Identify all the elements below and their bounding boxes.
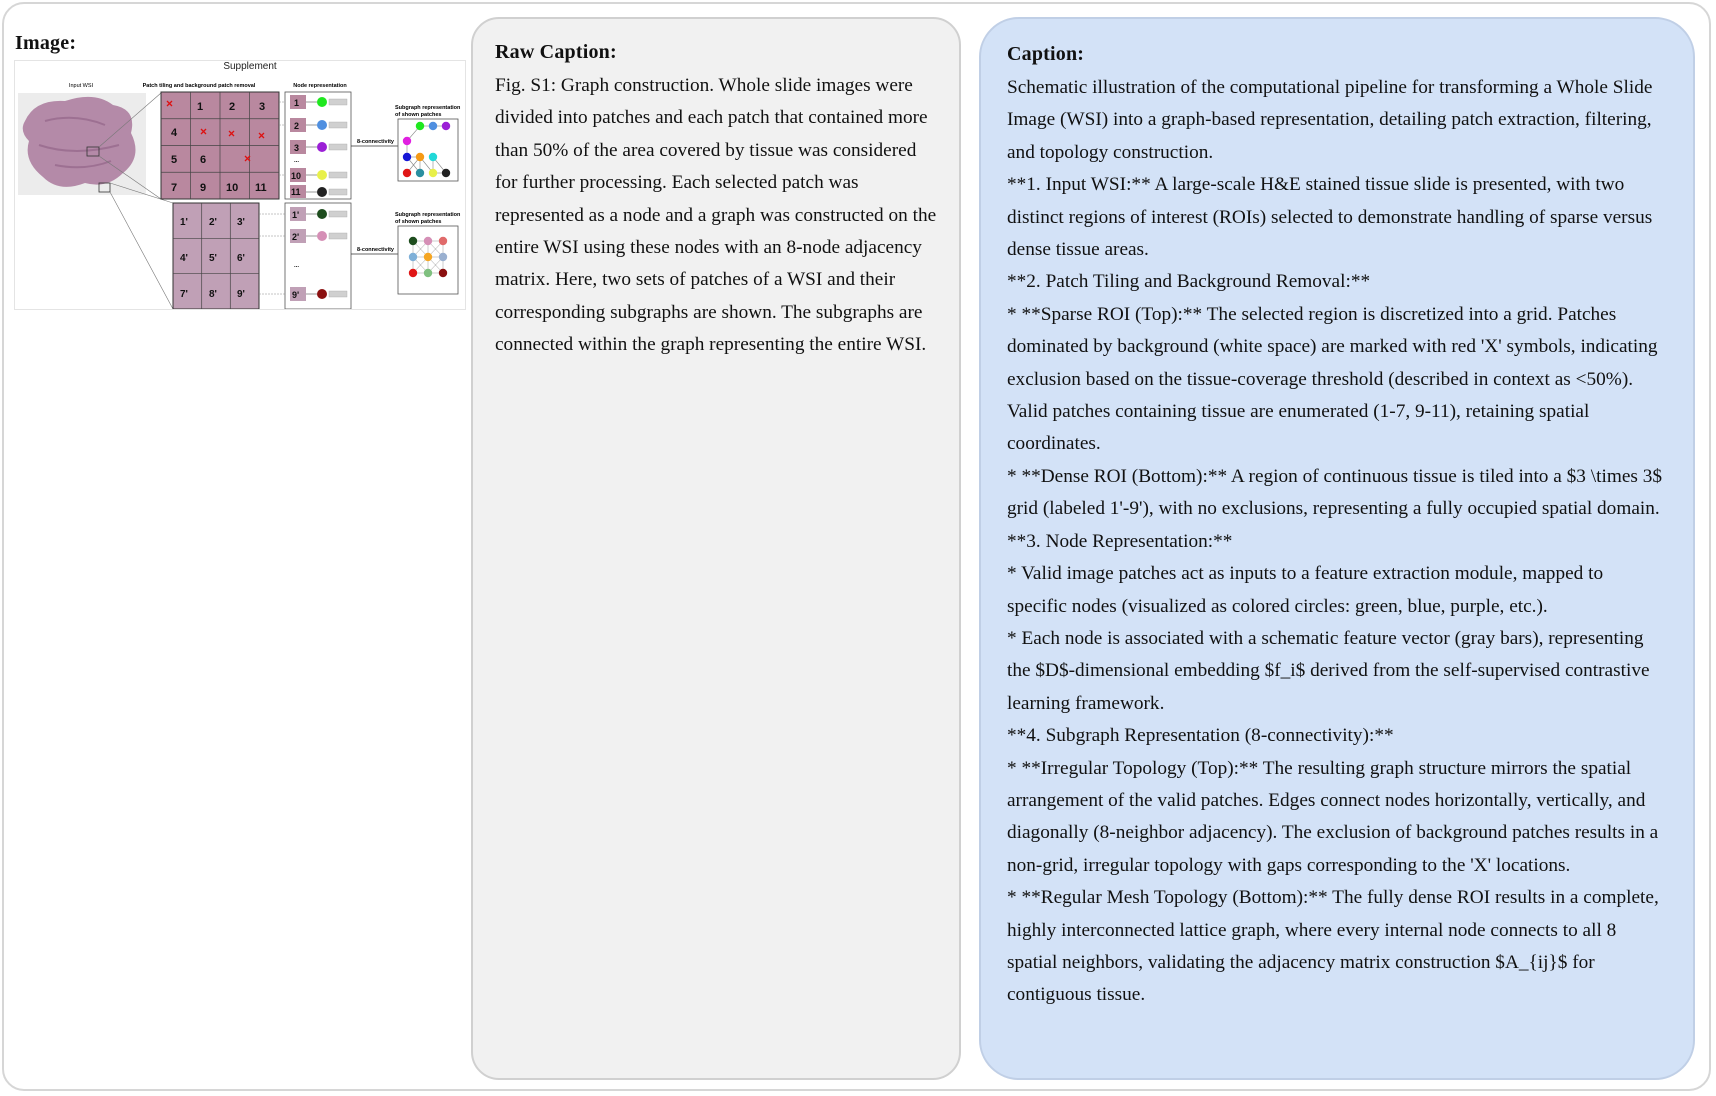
bottom-grid-num: 5' (209, 253, 217, 264)
top-grid-num: 7 (171, 182, 178, 194)
node-black (317, 187, 327, 197)
fig-connectivity-top: 8-connectivity (357, 139, 394, 145)
bottom-grid-num: 7' (180, 289, 188, 300)
caption-paragraph: **4. Subgraph Representation (8-connectivity):** (1007, 725, 1394, 747)
top-grid-num: 6 (200, 154, 207, 166)
bottom-node-label: 9' (292, 290, 300, 300)
node-darkgreen (317, 209, 327, 219)
caption-paragraph: **1. Input WSI:** A large-scale H&E stained tissue slide is presented, with two distinct regions of interest (ROIs) selected to demonstrate handling of sparse versus dense tissue areas. (1007, 174, 1653, 261)
figure-svg (15, 61, 465, 309)
bottom-grid-num: 4' (180, 253, 188, 264)
caption-paragraph: * **Irregular Topology (Top):** The resulting graph structure mirrors the spatial arrangement of the valid patches. Edges connect nodes horizontally, vertically, and diagonally (8-neighbor adjacency). The exclusion of background patches results in a non-grid, irregular topology with gaps corresponding to the 'X' locations. (1007, 757, 1659, 876)
raw-caption-panel (471, 17, 961, 1080)
bottom-grid-num: 3' (237, 217, 245, 228)
top-node-label: 3 (294, 143, 300, 153)
top-grid-num: 2 (229, 101, 236, 113)
top-grid-num: 10 (226, 182, 239, 194)
fig-input-wsi-label: Input WSI (68, 83, 94, 89)
top-grid-num: 9 (200, 182, 207, 194)
fig-subgraph-label-top-2: of shown patches (395, 112, 442, 118)
caption-paragraph: * Each node is associated with a schematic feature vector (gray bars), representing the $D$-dimensional embedding $f_i$ derived from the self-supervised contrastive learning framework. (1007, 627, 1650, 714)
caption-label: Caption: (1007, 43, 1085, 65)
top-grid-num: 5 (171, 154, 178, 166)
caption-paragraph: Schematic illustration of the computational pipeline for transforming a Whole Slide Image (WSI) into a graph-based representation, detailing patch extraction, filtering, and topology construction. (1007, 77, 1653, 163)
top-node-label: 1 (294, 98, 300, 108)
top-grid-num: 3 (259, 101, 266, 113)
image-label: Image: (15, 32, 77, 54)
bottom-node-label: 1' (292, 210, 300, 220)
wsi-tissue (23, 97, 136, 187)
bottom-grid-num: 8' (209, 289, 217, 300)
caption-panel (979, 17, 1695, 1080)
top-node-ellipsis: ... (294, 158, 300, 164)
image-panel (15, 32, 467, 55)
caption-body (1007, 72, 1667, 1012)
subgraph-bottom-nodes (409, 237, 447, 277)
raw-caption-text: Fig. S1: Graph construction. Whole slide images were divided into patches and each patch that contained more than 50% of the area covered by tissue was considered for further processing. Each selected patch was represented as a node and a graph was constructed on the entire WSI using these nodes with an 8-node adjacency matrix. Here, two sets of patches of a WSI and their corresponding subgraphs are shown. The subgraphs are connected within the graph representing the entire WSI. (495, 75, 937, 356)
top-node-label: 11 (291, 187, 301, 197)
fig-subgraph-label-bottom-1: Subgraph representation (395, 212, 461, 218)
node-darkred (317, 289, 327, 299)
fig-supplement-title: Supplement (223, 61, 277, 72)
node-purple (317, 142, 327, 152)
top-node-label: 2 (294, 121, 300, 131)
fig-patch-tiling-label: Patch tiling and background patch removal (142, 83, 256, 89)
top-grid-num: 11 (255, 182, 267, 194)
top-node-label: 10 (291, 171, 302, 181)
bottom-grid-num: 1' (180, 217, 188, 228)
top-grid-num: 1 (197, 101, 204, 113)
caption-paragraph: * Valid image patches act as inputs to a feature extraction module, mapped to specific nodes (visualized as colored circles: green, blue, purple, etc.). (1007, 563, 1604, 617)
caption-paragraph: * **Dense ROI (Bottom):** A region of continuous tissue is tiled into a $3 \times 3$ grid (labeled 1'-9'), with no exclusions, representing a fully occupied spatial domain. (1007, 465, 1662, 520)
bottom-grid-num: 9' (237, 289, 245, 300)
figure-graph-construction (14, 60, 466, 310)
node-pink (317, 231, 327, 241)
node-yellow (317, 170, 327, 180)
bottom-node-label: 2' (292, 232, 300, 242)
caption-paragraph: **2. Patch Tiling and Background Removal:** (1007, 271, 1371, 293)
fig-subgraph-label-bottom-2: of shown patches (395, 219, 442, 225)
top-grid-num: 4 (171, 127, 178, 139)
fig-connectivity-bottom: 8-connectivity (357, 247, 394, 253)
bottom-node-ellipsis: ... (294, 263, 300, 269)
caption-paragraph: * **Sparse ROI (Top):** The selected region is discretized into a grid. Patches dominated by background (white space) are marked with red 'X' symbols, indicating exclusion based on the tissue-coverage threshold (described in context as <50%). Valid patches containing tissue are enumerated (1-7, 9-11), retaining spatial coordinates. (1007, 303, 1658, 455)
bottom-grid-num: 2' (209, 217, 217, 228)
node-green (317, 97, 327, 107)
node-blue (317, 120, 327, 130)
raw-caption-label: Raw Caption: (495, 41, 617, 63)
caption-paragraph: * **Regular Mesh Topology (Bottom):** The fully dense ROI results in a complete, highly interconnected lattice graph, where every internal node connects to all 8 spatial neighbors, validating the adjacency matrix construction $A_{ij}$ for contiguous tissue. (1007, 887, 1659, 1006)
caption-paragraph: **3. Node Representation:** (1007, 530, 1233, 552)
fig-node-rep-label: Node representation (293, 83, 347, 89)
bottom-grid-num: 6' (237, 253, 245, 264)
fig-subgraph-label-top-1: Subgraph representation (395, 105, 461, 111)
